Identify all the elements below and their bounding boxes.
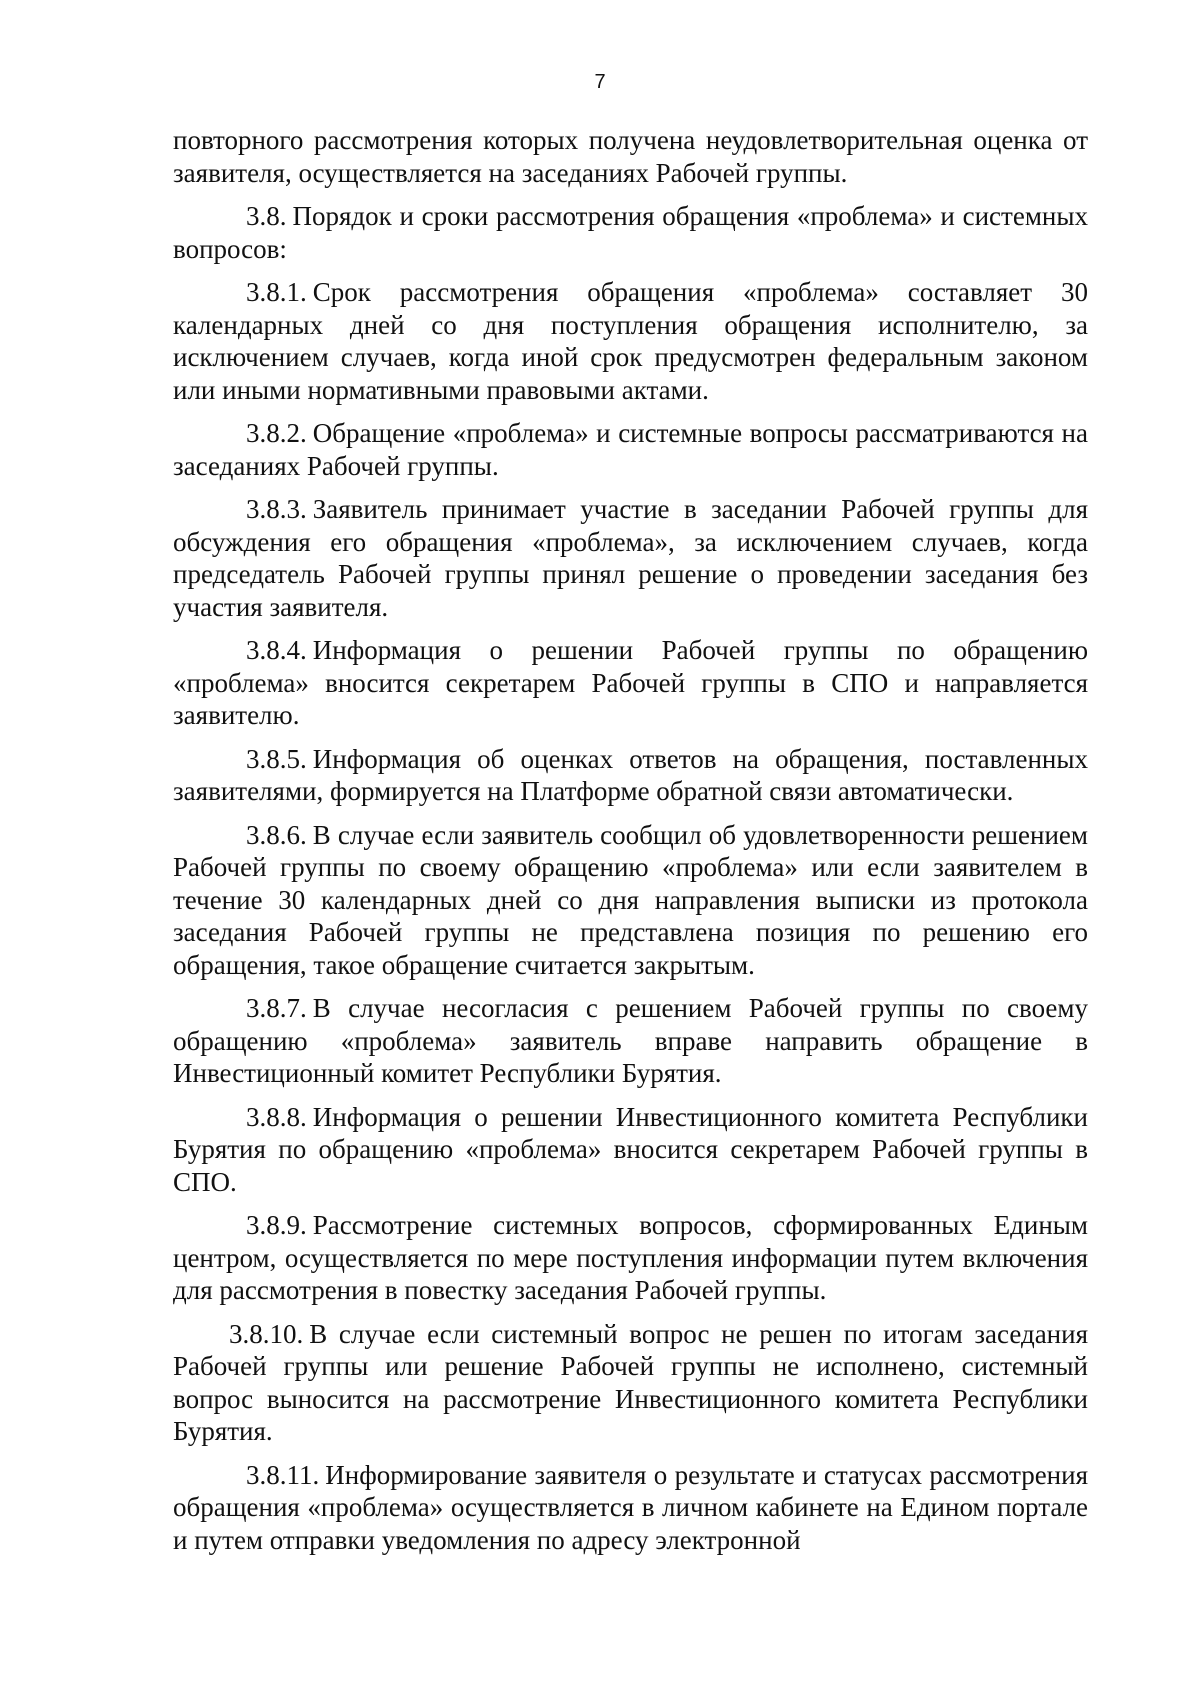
paragraph-text: Информация об оценках ответов на обращения, поставленных заявителями, формируется на Платформе обратной связи автоматически. bbox=[173, 743, 1088, 806]
paragraph bbox=[173, 743, 1088, 808]
paragraph-text: Информирование заявителя о результате и статусах рассмотрения обращения «проблема» осуществляется в личном кабинете на Едином портале и путем отправки уведомления по адресу электронной bbox=[173, 1459, 1088, 1555]
paragraph bbox=[173, 493, 1088, 623]
document-body bbox=[173, 124, 1088, 1567]
paragraph-text: В случае если системный вопрос не решен по итогам заседания Рабочей группы или решение Рабочей группы не исполнено, системный вопрос выносится на рассмотрение Инвестиционного комитета Республики Бурятия. bbox=[173, 1318, 1088, 1446]
paragraph bbox=[173, 200, 1088, 265]
paragraph bbox=[173, 124, 1088, 189]
paragraph-number: 3.8.6. bbox=[246, 819, 307, 850]
paragraph-text: Обращение «проблема» и системные вопросы рассматриваются на заседаниях Рабочей группы. bbox=[173, 418, 1088, 481]
paragraph-number: 3.8.8. bbox=[246, 1101, 307, 1132]
paragraph bbox=[173, 819, 1088, 982]
paragraph-text: В случае несогласия с решением Рабочей группы по своему обращению «проблема» заявитель вправе направить обращение в Инвестиционный комитет Республики Бурятия. bbox=[173, 993, 1088, 1088]
paragraph bbox=[173, 276, 1088, 406]
paragraph-text: Информация о решении Инвестиционного комитета Республики Бурятия по обращению «проблема» вносится секретарем Рабочей группы в СПО. bbox=[173, 1101, 1088, 1197]
paragraph-text: Заявитель принимает участие в заседании Рабочей группы для обсуждения его обращения «проблема», за исключением случаев, когда председатель Рабочей группы принял решение о проведении заседания без участия заявителя. bbox=[173, 494, 1088, 622]
paragraph bbox=[173, 634, 1088, 732]
page-number: 7 bbox=[594, 71, 606, 93]
paragraph-text: Порядок и сроки рассмотрения обращения «проблема» и системных вопросов: bbox=[173, 201, 1088, 264]
paragraph-text: Рассмотрение системных вопросов, сформированных Единым центром, осуществляется по мере поступления информации путем включения для рассмотрения в повестку заседания Рабочей группы. bbox=[173, 1210, 1088, 1305]
paragraph-number: 3.8.10. bbox=[229, 1318, 304, 1349]
paragraph-text: В случае если заявитель сообщил об удовлетворенности решением Рабочей группы по своему обращению «проблема» или если заявителем в течение 30 календарных дней со дня направления выписки из протокола заседания Рабочей группы не представлена позиция по решению его обращения, такое обращение считается закрытым. bbox=[173, 819, 1088, 980]
paragraph bbox=[173, 1318, 1088, 1448]
paragraph-number: 3.8. bbox=[246, 201, 287, 231]
paragraph-text: Срок рассмотрения обращения «проблема» составляет 30 календарных дней со дня поступления обращения исполнителю, за исключением случаев, когда иной срок предусмотрен федеральным законом или иными нормативными правовыми актами. bbox=[173, 277, 1088, 405]
paragraph-number: 3.8.5. bbox=[246, 743, 307, 774]
paragraph-number: 3.8.9. bbox=[246, 1210, 307, 1240]
paragraph-number: 3.8.7. bbox=[246, 993, 307, 1023]
paragraph-text: Информация о решении Рабочей группы по обращению «проблема» вносится секретарем Рабочей группы в СПО и направляется заявителю. bbox=[173, 635, 1088, 730]
paragraph bbox=[173, 417, 1088, 482]
paragraph-number: 3.8.2. bbox=[246, 418, 307, 448]
paragraph bbox=[173, 992, 1088, 1090]
paragraph bbox=[173, 1459, 1088, 1557]
paragraph bbox=[173, 1101, 1088, 1199]
paragraph-number: 3.8.4. bbox=[246, 635, 307, 665]
paragraph-number: 3.8.1. bbox=[246, 277, 307, 307]
paragraph bbox=[173, 1209, 1088, 1307]
paragraph-number: 3.8.3. bbox=[246, 494, 307, 524]
paragraph-text: повторного рассмотрения которых получена неудовлетворительная оценка от заявителя, осуществляется на заседаниях Рабочей группы. bbox=[173, 125, 1088, 188]
paragraph-number: 3.8.11. bbox=[246, 1459, 320, 1490]
